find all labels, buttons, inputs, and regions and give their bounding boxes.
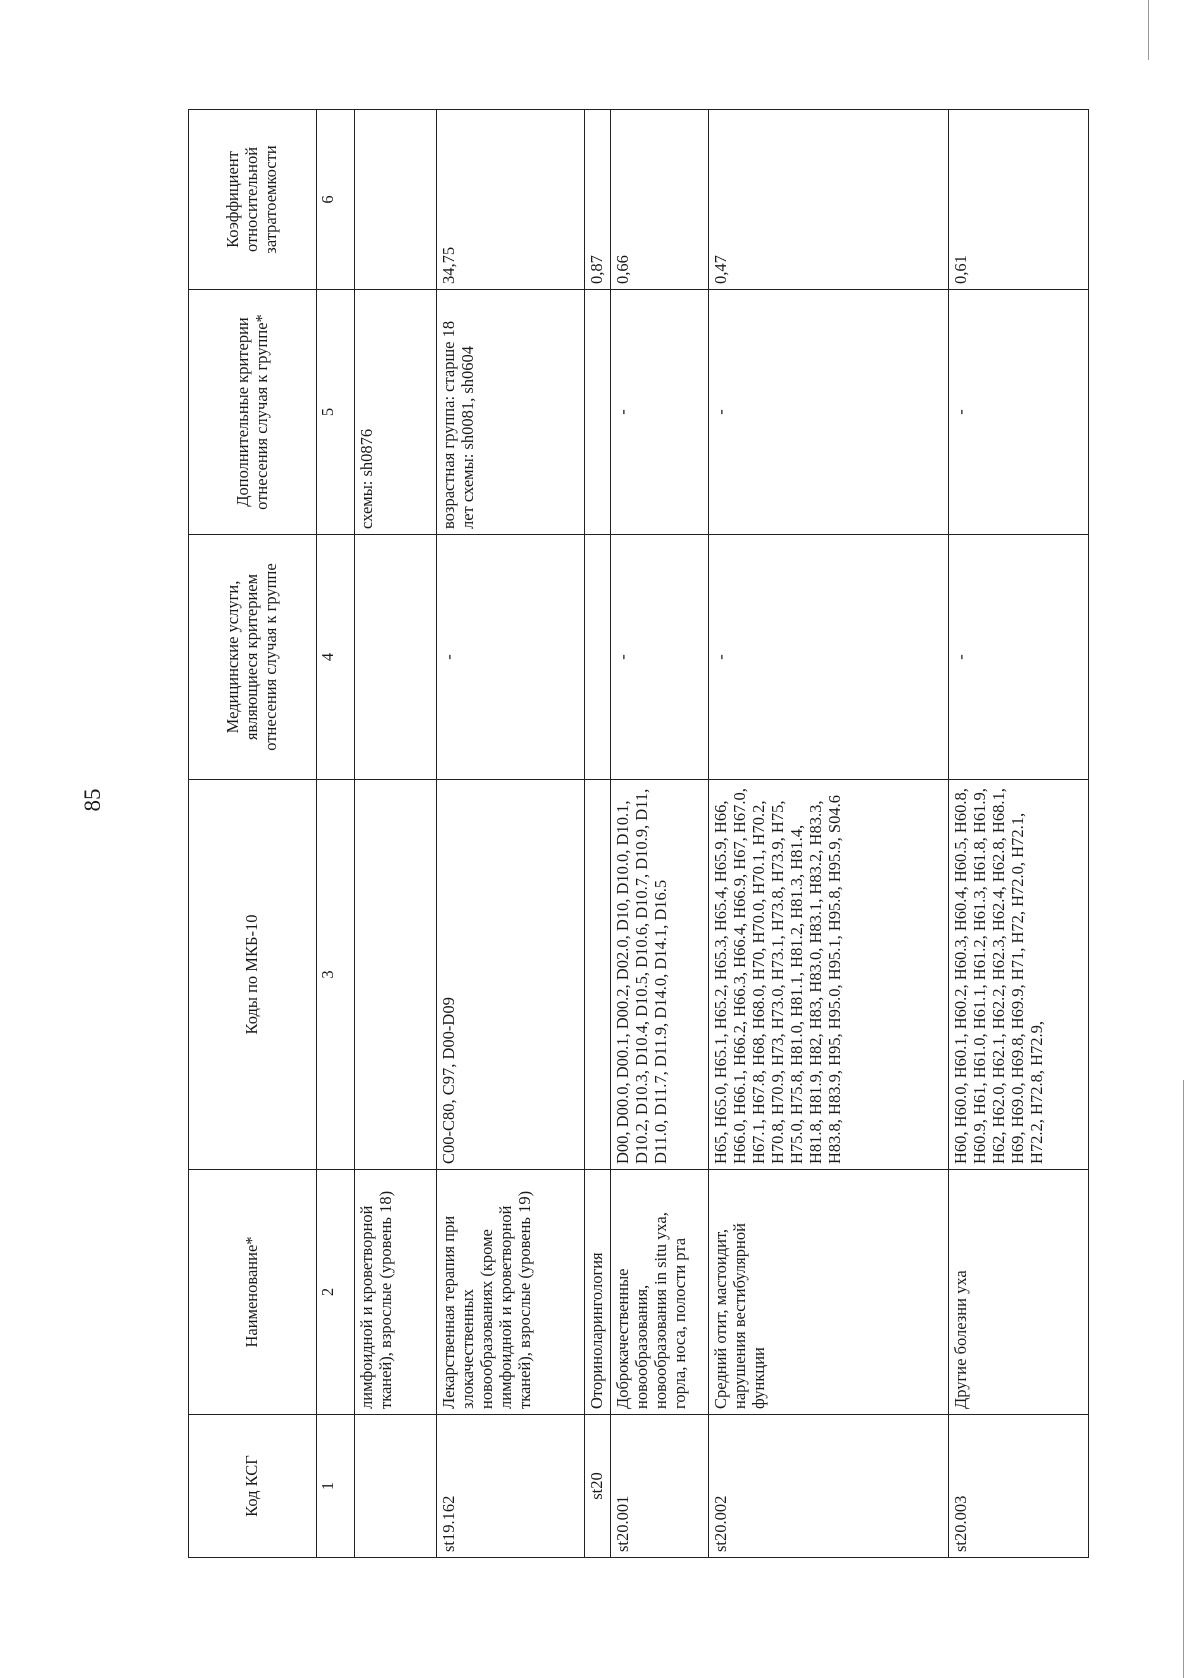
cell-code [355, 1415, 437, 1558]
header-coef: Коэффициент относительной затратоемкости [189, 110, 317, 290]
cell-name: лимфоидной и кроветворной тканей), взрослые (уровень 18) [355, 1170, 437, 1415]
cell-mkb [355, 780, 437, 1170]
table-row [355, 110, 437, 1558]
cell-code: st20.003 [949, 1415, 1089, 1558]
column-number: 6 [317, 110, 355, 290]
scan-edge-line [1183, 1080, 1184, 1678]
cell-criteria [585, 290, 611, 535]
cell-coef: 0,87 [585, 110, 611, 290]
cell-criteria: возрастная группа: старше 18 лет схемы: sh0081, sh0604 [437, 290, 585, 535]
rotated-table-wrapper [188, 110, 1088, 1558]
cell-criteria: - [949, 290, 1089, 535]
cell-name: Доброкачественные новообразования, новообразования in situ уха, горла, носа, полости рта [611, 1170, 709, 1415]
table-row [585, 110, 611, 1558]
header-code: Код КСГ [189, 1415, 317, 1558]
header-criteria: Дополнительные критерии отнесения случая к группе* [189, 290, 317, 535]
cell-name: Другие болезни уха [949, 1170, 1089, 1415]
cell-mkb [585, 780, 611, 1170]
column-number: 3 [317, 780, 355, 1170]
cell-mkb: D00, D00.0, D00.1, D00.2, D02.0, D10, D10.0, D10.1, D10.2, D10.3, D10.4, D10.5, D10.6, D10.7, D10.9, D11, D11.0, D11.7, D11.9, D14.0, D14.1, D16.5 [611, 780, 709, 1170]
cell-services [355, 535, 437, 780]
cell-criteria: - [709, 290, 949, 535]
header-services: Медицинские услуги, являющиеся критерием отнесения случая к группе [189, 535, 317, 780]
cell-name: Средний отит, мастоидит, нарушения вестибулярной функции [709, 1170, 949, 1415]
header-mkb: Коды по МКБ-10 [189, 780, 317, 1170]
cell-coef: 0,61 [949, 110, 1089, 290]
cell-code: st20 [585, 1415, 611, 1558]
cell-coef: 0,66 [611, 110, 709, 290]
page-number: 85 [80, 788, 105, 812]
cell-code: st19.162 [437, 1415, 585, 1558]
cell-mkb: H60, H60.0, H60.1, H60.2, H60.3, H60.4, H60.5, H60.8, H60.9, H61, H61.0, H61.1, H61.2, H61.3, H61.8, H61.9, H62, H62.0, H62.1, H62.2, H62.3, H62.4, H62.8, H68.1, H69, H69.0, H69.8, H69.9, H71, H72, H72.0, H72.1, H72.2, H72.8, H72.9, [949, 780, 1089, 1170]
cell-services: - [949, 535, 1089, 780]
ksg-table [188, 109, 1089, 1558]
column-number: 4 [317, 535, 355, 780]
cell-criteria: - [611, 290, 709, 535]
scan-edge-line [1148, 0, 1149, 60]
cell-name: Оториноларингология [585, 1170, 611, 1415]
column-number: 1 [317, 1415, 355, 1558]
cell-coef: 34,75 [437, 110, 585, 290]
table-row [709, 110, 949, 1558]
table-row [949, 110, 1089, 1558]
header-row [189, 110, 317, 1558]
cell-criteria: схемы: sh0876 [355, 290, 437, 535]
cell-code: st20.001 [611, 1415, 709, 1558]
column-number: 2 [317, 1170, 355, 1415]
column-number: 5 [317, 290, 355, 535]
cell-services: - [437, 535, 585, 780]
cell-code: st20.002 [709, 1415, 949, 1558]
cell-coef: 0,47 [709, 110, 949, 290]
cell-services [585, 535, 611, 780]
cell-name: Лекарственная терапия при злокачественных новообразованиях (кроме лимфоидной и кроветворной тканей), взрослые (уровень 19) [437, 1170, 585, 1415]
header-name: Наименование* [189, 1170, 317, 1415]
cell-services: - [709, 535, 949, 780]
table-row [437, 110, 585, 1558]
column-number-row [317, 110, 355, 1558]
cell-services: - [611, 535, 709, 780]
table-row [611, 110, 709, 1558]
cell-mkb: H65, H65.0, H65.1, H65.2, H65.3, H65.4, H65.9, H66, H66.0, H66.1, H66.2, H66.3, H66.4, H66.9, H67, H67.0, H67.1, H67.8, H68, H68.0, H70, H70.0, H70.1, H70.2, H70.8, H70.9, H73, H73.0, H73.1, H73.8, H73.9, H75, H75.0, H75.8, H81.0, H81.1, H81.2, H81.3, H81.4, H81.8, H81.9, H82, H83, H83.0, H83.1, H83.2, H83.3, H83.8, H83.9, H95, H95.0, H95.1, H95.8, H95.9, S04.6 [709, 780, 949, 1170]
cell-coef [355, 110, 437, 290]
cell-mkb: C00-C80, C97, D00-D09 [437, 780, 585, 1170]
